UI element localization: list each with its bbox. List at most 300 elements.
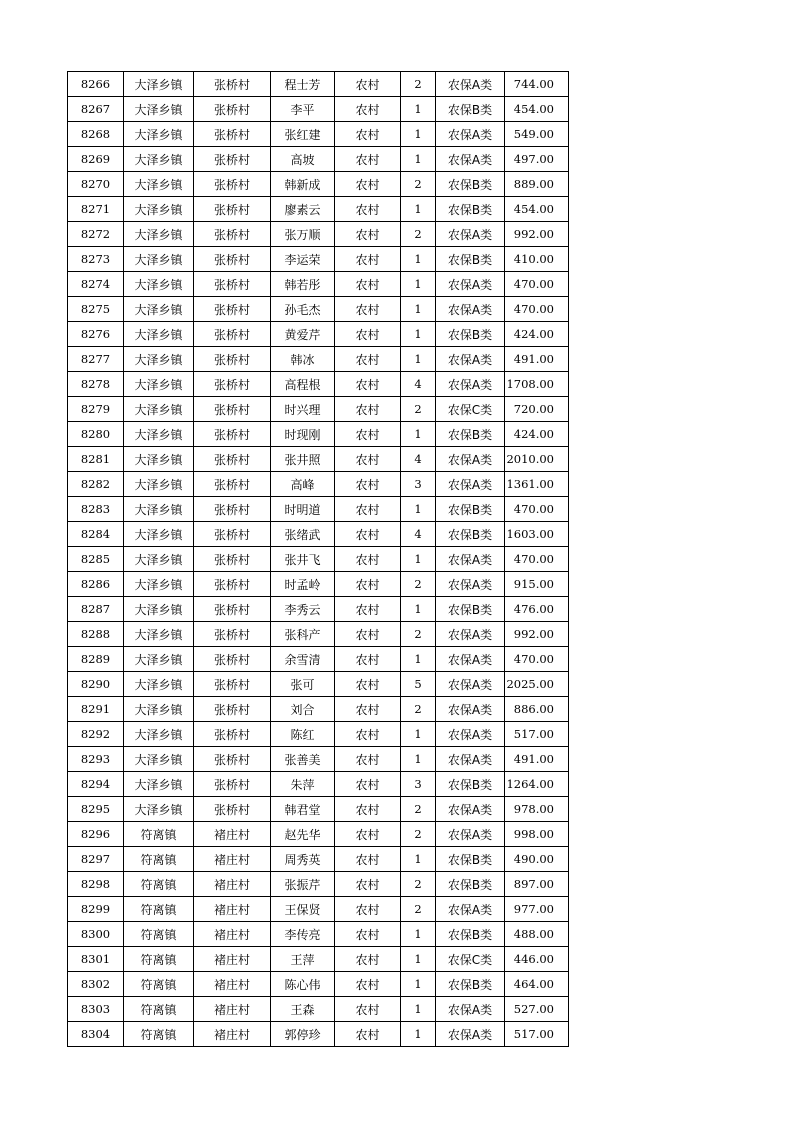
amount-cell: 410.00 bbox=[505, 247, 569, 272]
amount-cell: 977.00 bbox=[505, 897, 569, 922]
roster-table bbox=[67, 71, 569, 1047]
serial-number-cell: 8281 bbox=[68, 447, 124, 472]
table-row bbox=[68, 422, 569, 447]
household-count-cell: 5 bbox=[401, 672, 436, 697]
area-type-cell: 农村 bbox=[335, 947, 401, 972]
name-cell: 廖素云 bbox=[271, 197, 335, 222]
amount-cell: 517.00 bbox=[505, 1022, 569, 1047]
town-cell: 大泽乡镇 bbox=[124, 747, 194, 772]
table-row bbox=[68, 97, 569, 122]
town-cell: 大泽乡镇 bbox=[124, 572, 194, 597]
name-cell: 张可 bbox=[271, 672, 335, 697]
household-count-cell: 2 bbox=[401, 622, 436, 647]
area-type-cell: 农村 bbox=[335, 122, 401, 147]
area-type-cell: 农村 bbox=[335, 697, 401, 722]
area-type-cell: 农村 bbox=[335, 647, 401, 672]
amount-cell: 491.00 bbox=[505, 747, 569, 772]
area-type-cell: 农村 bbox=[335, 247, 401, 272]
village-cell: 张桥村 bbox=[194, 372, 271, 397]
amount-cell: 470.00 bbox=[505, 497, 569, 522]
village-cell: 褚庄村 bbox=[194, 972, 271, 997]
town-cell: 大泽乡镇 bbox=[124, 122, 194, 147]
household-count-cell: 2 bbox=[401, 397, 436, 422]
serial-number-cell: 8287 bbox=[68, 597, 124, 622]
insurance-category-cell: 农保B类 bbox=[436, 172, 505, 197]
village-cell: 张桥村 bbox=[194, 472, 271, 497]
area-type-cell: 农村 bbox=[335, 197, 401, 222]
name-cell: 张科产 bbox=[271, 622, 335, 647]
town-cell: 大泽乡镇 bbox=[124, 147, 194, 172]
household-count-cell: 1 bbox=[401, 997, 436, 1022]
village-cell: 褚庄村 bbox=[194, 1022, 271, 1047]
insurance-category-cell: 农保B类 bbox=[436, 97, 505, 122]
area-type-cell: 农村 bbox=[335, 572, 401, 597]
village-cell: 张桥村 bbox=[194, 347, 271, 372]
name-cell: 王保贤 bbox=[271, 897, 335, 922]
insurance-category-cell: 农保A类 bbox=[436, 447, 505, 472]
area-type-cell: 农村 bbox=[335, 472, 401, 497]
table-row bbox=[68, 322, 569, 347]
household-count-cell: 1 bbox=[401, 322, 436, 347]
serial-number-cell: 8267 bbox=[68, 97, 124, 122]
table-row bbox=[68, 497, 569, 522]
amount-cell: 2010.00 bbox=[505, 447, 569, 472]
name-cell: 张井照 bbox=[271, 447, 335, 472]
serial-number-cell: 8278 bbox=[68, 372, 124, 397]
household-count-cell: 2 bbox=[401, 172, 436, 197]
amount-cell: 470.00 bbox=[505, 647, 569, 672]
name-cell: 高坡 bbox=[271, 147, 335, 172]
serial-number-cell: 8297 bbox=[68, 847, 124, 872]
serial-number-cell: 8284 bbox=[68, 522, 124, 547]
name-cell: 韩君堂 bbox=[271, 797, 335, 822]
serial-number-cell: 8302 bbox=[68, 972, 124, 997]
name-cell: 刘合 bbox=[271, 697, 335, 722]
table-row bbox=[68, 197, 569, 222]
household-count-cell: 1 bbox=[401, 122, 436, 147]
village-cell: 张桥村 bbox=[194, 622, 271, 647]
name-cell: 时现刚 bbox=[271, 422, 335, 447]
insurance-category-cell: 农保B类 bbox=[436, 422, 505, 447]
amount-cell: 897.00 bbox=[505, 872, 569, 897]
town-cell: 大泽乡镇 bbox=[124, 272, 194, 297]
household-count-cell: 2 bbox=[401, 72, 436, 97]
amount-cell: 464.00 bbox=[505, 972, 569, 997]
town-cell: 符离镇 bbox=[124, 872, 194, 897]
household-count-cell: 2 bbox=[401, 222, 436, 247]
village-cell: 张桥村 bbox=[194, 447, 271, 472]
serial-number-cell: 8286 bbox=[68, 572, 124, 597]
table-row bbox=[68, 147, 569, 172]
amount-cell: 978.00 bbox=[505, 797, 569, 822]
amount-cell: 1603.00 bbox=[505, 522, 569, 547]
table-row bbox=[68, 672, 569, 697]
household-count-cell: 2 bbox=[401, 797, 436, 822]
name-cell: 黄爱芹 bbox=[271, 322, 335, 347]
household-count-cell: 1 bbox=[401, 147, 436, 172]
area-type-cell: 农村 bbox=[335, 422, 401, 447]
name-cell: 赵先华 bbox=[271, 822, 335, 847]
town-cell: 大泽乡镇 bbox=[124, 422, 194, 447]
area-type-cell: 农村 bbox=[335, 497, 401, 522]
village-cell: 张桥村 bbox=[194, 547, 271, 572]
table-row bbox=[68, 597, 569, 622]
area-type-cell: 农村 bbox=[335, 722, 401, 747]
insurance-category-cell: 农保B类 bbox=[436, 522, 505, 547]
village-cell: 张桥村 bbox=[194, 72, 271, 97]
area-type-cell: 农村 bbox=[335, 447, 401, 472]
name-cell: 余雪清 bbox=[271, 647, 335, 672]
insurance-category-cell: 农保A类 bbox=[436, 547, 505, 572]
name-cell: 陈心伟 bbox=[271, 972, 335, 997]
amount-cell: 424.00 bbox=[505, 422, 569, 447]
table-row bbox=[68, 572, 569, 597]
household-count-cell: 1 bbox=[401, 597, 436, 622]
amount-cell: 1361.00 bbox=[505, 472, 569, 497]
amount-cell: 1264.00 bbox=[505, 772, 569, 797]
area-type-cell: 农村 bbox=[335, 672, 401, 697]
table-row bbox=[68, 347, 569, 372]
household-count-cell: 1 bbox=[401, 97, 436, 122]
name-cell: 周秀英 bbox=[271, 847, 335, 872]
serial-number-cell: 8266 bbox=[68, 72, 124, 97]
amount-cell: 497.00 bbox=[505, 147, 569, 172]
village-cell: 张桥村 bbox=[194, 397, 271, 422]
area-type-cell: 农村 bbox=[335, 147, 401, 172]
town-cell: 符离镇 bbox=[124, 947, 194, 972]
table-row bbox=[68, 272, 569, 297]
table-row bbox=[68, 122, 569, 147]
household-count-cell: 2 bbox=[401, 872, 436, 897]
household-count-cell: 1 bbox=[401, 547, 436, 572]
serial-number-cell: 8296 bbox=[68, 822, 124, 847]
amount-cell: 744.00 bbox=[505, 72, 569, 97]
town-cell: 大泽乡镇 bbox=[124, 447, 194, 472]
town-cell: 大泽乡镇 bbox=[124, 197, 194, 222]
insurance-category-cell: 农保A类 bbox=[436, 572, 505, 597]
name-cell: 程士芳 bbox=[271, 72, 335, 97]
village-cell: 张桥村 bbox=[194, 147, 271, 172]
insurance-category-cell: 农保B类 bbox=[436, 972, 505, 997]
insurance-category-cell: 农保A类 bbox=[436, 722, 505, 747]
village-cell: 褚庄村 bbox=[194, 997, 271, 1022]
town-cell: 大泽乡镇 bbox=[124, 722, 194, 747]
insurance-category-cell: 农保A类 bbox=[436, 272, 505, 297]
name-cell: 陈红 bbox=[271, 722, 335, 747]
village-cell: 张桥村 bbox=[194, 697, 271, 722]
table-row bbox=[68, 447, 569, 472]
household-count-cell: 1 bbox=[401, 347, 436, 372]
village-cell: 褚庄村 bbox=[194, 872, 271, 897]
name-cell: 时孟岭 bbox=[271, 572, 335, 597]
name-cell: 时兴理 bbox=[271, 397, 335, 422]
amount-cell: 889.00 bbox=[505, 172, 569, 197]
amount-cell: 470.00 bbox=[505, 547, 569, 572]
household-count-cell: 1 bbox=[401, 922, 436, 947]
table-row bbox=[68, 647, 569, 672]
serial-number-cell: 8295 bbox=[68, 797, 124, 822]
amount-cell: 517.00 bbox=[505, 722, 569, 747]
serial-number-cell: 8274 bbox=[68, 272, 124, 297]
town-cell: 大泽乡镇 bbox=[124, 172, 194, 197]
table-row bbox=[68, 372, 569, 397]
amount-cell: 720.00 bbox=[505, 397, 569, 422]
household-count-cell: 1 bbox=[401, 747, 436, 772]
village-cell: 张桥村 bbox=[194, 797, 271, 822]
household-count-cell: 4 bbox=[401, 447, 436, 472]
town-cell: 符离镇 bbox=[124, 847, 194, 872]
table-row bbox=[68, 922, 569, 947]
table-row bbox=[68, 72, 569, 97]
insurance-category-cell: 农保A类 bbox=[436, 372, 505, 397]
village-cell: 张桥村 bbox=[194, 772, 271, 797]
amount-cell: 454.00 bbox=[505, 97, 569, 122]
household-count-cell: 1 bbox=[401, 197, 436, 222]
table-row bbox=[68, 522, 569, 547]
household-count-cell: 1 bbox=[401, 647, 436, 672]
area-type-cell: 农村 bbox=[335, 622, 401, 647]
amount-cell: 446.00 bbox=[505, 947, 569, 972]
household-count-cell: 4 bbox=[401, 522, 436, 547]
amount-cell: 454.00 bbox=[505, 197, 569, 222]
insurance-category-cell: 农保A类 bbox=[436, 122, 505, 147]
name-cell: 孙毛杰 bbox=[271, 297, 335, 322]
town-cell: 符离镇 bbox=[124, 972, 194, 997]
town-cell: 大泽乡镇 bbox=[124, 522, 194, 547]
serial-number-cell: 8285 bbox=[68, 547, 124, 572]
village-cell: 褚庄村 bbox=[194, 847, 271, 872]
household-count-cell: 4 bbox=[401, 372, 436, 397]
town-cell: 符离镇 bbox=[124, 822, 194, 847]
household-count-cell: 3 bbox=[401, 472, 436, 497]
serial-number-cell: 8299 bbox=[68, 897, 124, 922]
village-cell: 张桥村 bbox=[194, 647, 271, 672]
serial-number-cell: 8300 bbox=[68, 922, 124, 947]
table-row bbox=[68, 247, 569, 272]
insurance-category-cell: 农保A类 bbox=[436, 472, 505, 497]
household-count-cell: 2 bbox=[401, 822, 436, 847]
household-count-cell: 2 bbox=[401, 697, 436, 722]
name-cell: 张善美 bbox=[271, 747, 335, 772]
town-cell: 大泽乡镇 bbox=[124, 397, 194, 422]
village-cell: 张桥村 bbox=[194, 122, 271, 147]
insurance-category-cell: 农保B类 bbox=[436, 247, 505, 272]
town-cell: 大泽乡镇 bbox=[124, 547, 194, 572]
name-cell: 张井飞 bbox=[271, 547, 335, 572]
town-cell: 符离镇 bbox=[124, 997, 194, 1022]
serial-number-cell: 8279 bbox=[68, 397, 124, 422]
table-row bbox=[68, 722, 569, 747]
serial-number-cell: 8294 bbox=[68, 772, 124, 797]
area-type-cell: 农村 bbox=[335, 547, 401, 572]
insurance-category-cell: 农保B类 bbox=[436, 872, 505, 897]
name-cell: 张振芹 bbox=[271, 872, 335, 897]
serial-number-cell: 8276 bbox=[68, 322, 124, 347]
household-count-cell: 1 bbox=[401, 722, 436, 747]
serial-number-cell: 8291 bbox=[68, 697, 124, 722]
serial-number-cell: 8280 bbox=[68, 422, 124, 447]
serial-number-cell: 8272 bbox=[68, 222, 124, 247]
amount-cell: 476.00 bbox=[505, 597, 569, 622]
village-cell: 张桥村 bbox=[194, 422, 271, 447]
insurance-category-cell: 农保B类 bbox=[436, 322, 505, 347]
household-count-cell: 2 bbox=[401, 572, 436, 597]
area-type-cell: 农村 bbox=[335, 372, 401, 397]
area-type-cell: 农村 bbox=[335, 72, 401, 97]
household-count-cell: 1 bbox=[401, 947, 436, 972]
insurance-category-cell: 农保A类 bbox=[436, 747, 505, 772]
village-cell: 张桥村 bbox=[194, 722, 271, 747]
serial-number-cell: 8275 bbox=[68, 297, 124, 322]
town-cell: 大泽乡镇 bbox=[124, 622, 194, 647]
amount-cell: 2025.00 bbox=[505, 672, 569, 697]
name-cell: 王萍 bbox=[271, 947, 335, 972]
serial-number-cell: 8292 bbox=[68, 722, 124, 747]
area-type-cell: 农村 bbox=[335, 872, 401, 897]
insurance-category-cell: 农保A类 bbox=[436, 72, 505, 97]
town-cell: 符离镇 bbox=[124, 1022, 194, 1047]
household-count-cell: 1 bbox=[401, 422, 436, 447]
serial-number-cell: 8288 bbox=[68, 622, 124, 647]
town-cell: 大泽乡镇 bbox=[124, 322, 194, 347]
insurance-category-cell: 农保A类 bbox=[436, 347, 505, 372]
table-row bbox=[68, 622, 569, 647]
amount-cell: 886.00 bbox=[505, 697, 569, 722]
amount-cell: 424.00 bbox=[505, 322, 569, 347]
serial-number-cell: 8298 bbox=[68, 872, 124, 897]
area-type-cell: 农村 bbox=[335, 97, 401, 122]
name-cell: 李传亮 bbox=[271, 922, 335, 947]
household-count-cell: 3 bbox=[401, 772, 436, 797]
village-cell: 张桥村 bbox=[194, 97, 271, 122]
town-cell: 符离镇 bbox=[124, 897, 194, 922]
table-row bbox=[68, 947, 569, 972]
name-cell: 时明道 bbox=[271, 497, 335, 522]
amount-cell: 470.00 bbox=[505, 272, 569, 297]
town-cell: 大泽乡镇 bbox=[124, 472, 194, 497]
table-row bbox=[68, 697, 569, 722]
area-type-cell: 农村 bbox=[335, 847, 401, 872]
village-cell: 褚庄村 bbox=[194, 897, 271, 922]
insurance-category-cell: 农保B类 bbox=[436, 497, 505, 522]
amount-cell: 1708.00 bbox=[505, 372, 569, 397]
table-row bbox=[68, 872, 569, 897]
area-type-cell: 农村 bbox=[335, 297, 401, 322]
insurance-category-cell: 农保A类 bbox=[436, 622, 505, 647]
amount-cell: 549.00 bbox=[505, 122, 569, 147]
area-type-cell: 农村 bbox=[335, 747, 401, 772]
serial-number-cell: 8283 bbox=[68, 497, 124, 522]
town-cell: 大泽乡镇 bbox=[124, 697, 194, 722]
table-row bbox=[68, 397, 569, 422]
table-row bbox=[68, 297, 569, 322]
village-cell: 张桥村 bbox=[194, 572, 271, 597]
village-cell: 张桥村 bbox=[194, 747, 271, 772]
table-row bbox=[68, 772, 569, 797]
insurance-category-cell: 农保A类 bbox=[436, 797, 505, 822]
area-type-cell: 农村 bbox=[335, 322, 401, 347]
town-cell: 大泽乡镇 bbox=[124, 297, 194, 322]
roster-table-body bbox=[68, 72, 569, 1047]
name-cell: 韩若彤 bbox=[271, 272, 335, 297]
area-type-cell: 农村 bbox=[335, 347, 401, 372]
household-count-cell: 1 bbox=[401, 247, 436, 272]
area-type-cell: 农村 bbox=[335, 897, 401, 922]
insurance-category-cell: 农保C类 bbox=[436, 397, 505, 422]
insurance-category-cell: 农保A类 bbox=[436, 147, 505, 172]
serial-number-cell: 8270 bbox=[68, 172, 124, 197]
name-cell: 郭停珍 bbox=[271, 1022, 335, 1047]
village-cell: 张桥村 bbox=[194, 497, 271, 522]
area-type-cell: 农村 bbox=[335, 272, 401, 297]
village-cell: 张桥村 bbox=[194, 672, 271, 697]
village-cell: 张桥村 bbox=[194, 197, 271, 222]
household-count-cell: 1 bbox=[401, 1022, 436, 1047]
household-count-cell: 1 bbox=[401, 297, 436, 322]
table-row bbox=[68, 847, 569, 872]
area-type-cell: 农村 bbox=[335, 222, 401, 247]
serial-number-cell: 8293 bbox=[68, 747, 124, 772]
serial-number-cell: 8271 bbox=[68, 197, 124, 222]
table-row bbox=[68, 172, 569, 197]
area-type-cell: 农村 bbox=[335, 972, 401, 997]
table-row bbox=[68, 547, 569, 572]
amount-cell: 992.00 bbox=[505, 622, 569, 647]
area-type-cell: 农村 bbox=[335, 922, 401, 947]
area-type-cell: 农村 bbox=[335, 1022, 401, 1047]
table-row bbox=[68, 222, 569, 247]
insurance-category-cell: 农保A类 bbox=[436, 297, 505, 322]
table-row bbox=[68, 747, 569, 772]
amount-cell: 998.00 bbox=[505, 822, 569, 847]
household-count-cell: 1 bbox=[401, 847, 436, 872]
area-type-cell: 农村 bbox=[335, 772, 401, 797]
town-cell: 大泽乡镇 bbox=[124, 497, 194, 522]
village-cell: 褚庄村 bbox=[194, 922, 271, 947]
name-cell: 张红建 bbox=[271, 122, 335, 147]
name-cell: 张绪武 bbox=[271, 522, 335, 547]
household-count-cell: 1 bbox=[401, 972, 436, 997]
insurance-category-cell: 农保A类 bbox=[436, 697, 505, 722]
village-cell: 张桥村 bbox=[194, 522, 271, 547]
amount-cell: 470.00 bbox=[505, 297, 569, 322]
name-cell: 王森 bbox=[271, 997, 335, 1022]
household-count-cell: 2 bbox=[401, 897, 436, 922]
name-cell: 韩冰 bbox=[271, 347, 335, 372]
town-cell: 大泽乡镇 bbox=[124, 222, 194, 247]
area-type-cell: 农村 bbox=[335, 397, 401, 422]
area-type-cell: 农村 bbox=[335, 172, 401, 197]
insurance-category-cell: 农保B类 bbox=[436, 597, 505, 622]
serial-number-cell: 8273 bbox=[68, 247, 124, 272]
table-row bbox=[68, 997, 569, 1022]
amount-cell: 490.00 bbox=[505, 847, 569, 872]
household-count-cell: 1 bbox=[401, 497, 436, 522]
name-cell: 高峰 bbox=[271, 472, 335, 497]
amount-cell: 992.00 bbox=[505, 222, 569, 247]
insurance-category-cell: 农保A类 bbox=[436, 222, 505, 247]
serial-number-cell: 8289 bbox=[68, 647, 124, 672]
serial-number-cell: 8269 bbox=[68, 147, 124, 172]
area-type-cell: 农村 bbox=[335, 597, 401, 622]
village-cell: 褚庄村 bbox=[194, 822, 271, 847]
insurance-category-cell: 农保C类 bbox=[436, 947, 505, 972]
serial-number-cell: 8268 bbox=[68, 122, 124, 147]
serial-number-cell: 8290 bbox=[68, 672, 124, 697]
town-cell: 大泽乡镇 bbox=[124, 372, 194, 397]
table-row bbox=[68, 797, 569, 822]
insurance-category-cell: 农保A类 bbox=[436, 1022, 505, 1047]
